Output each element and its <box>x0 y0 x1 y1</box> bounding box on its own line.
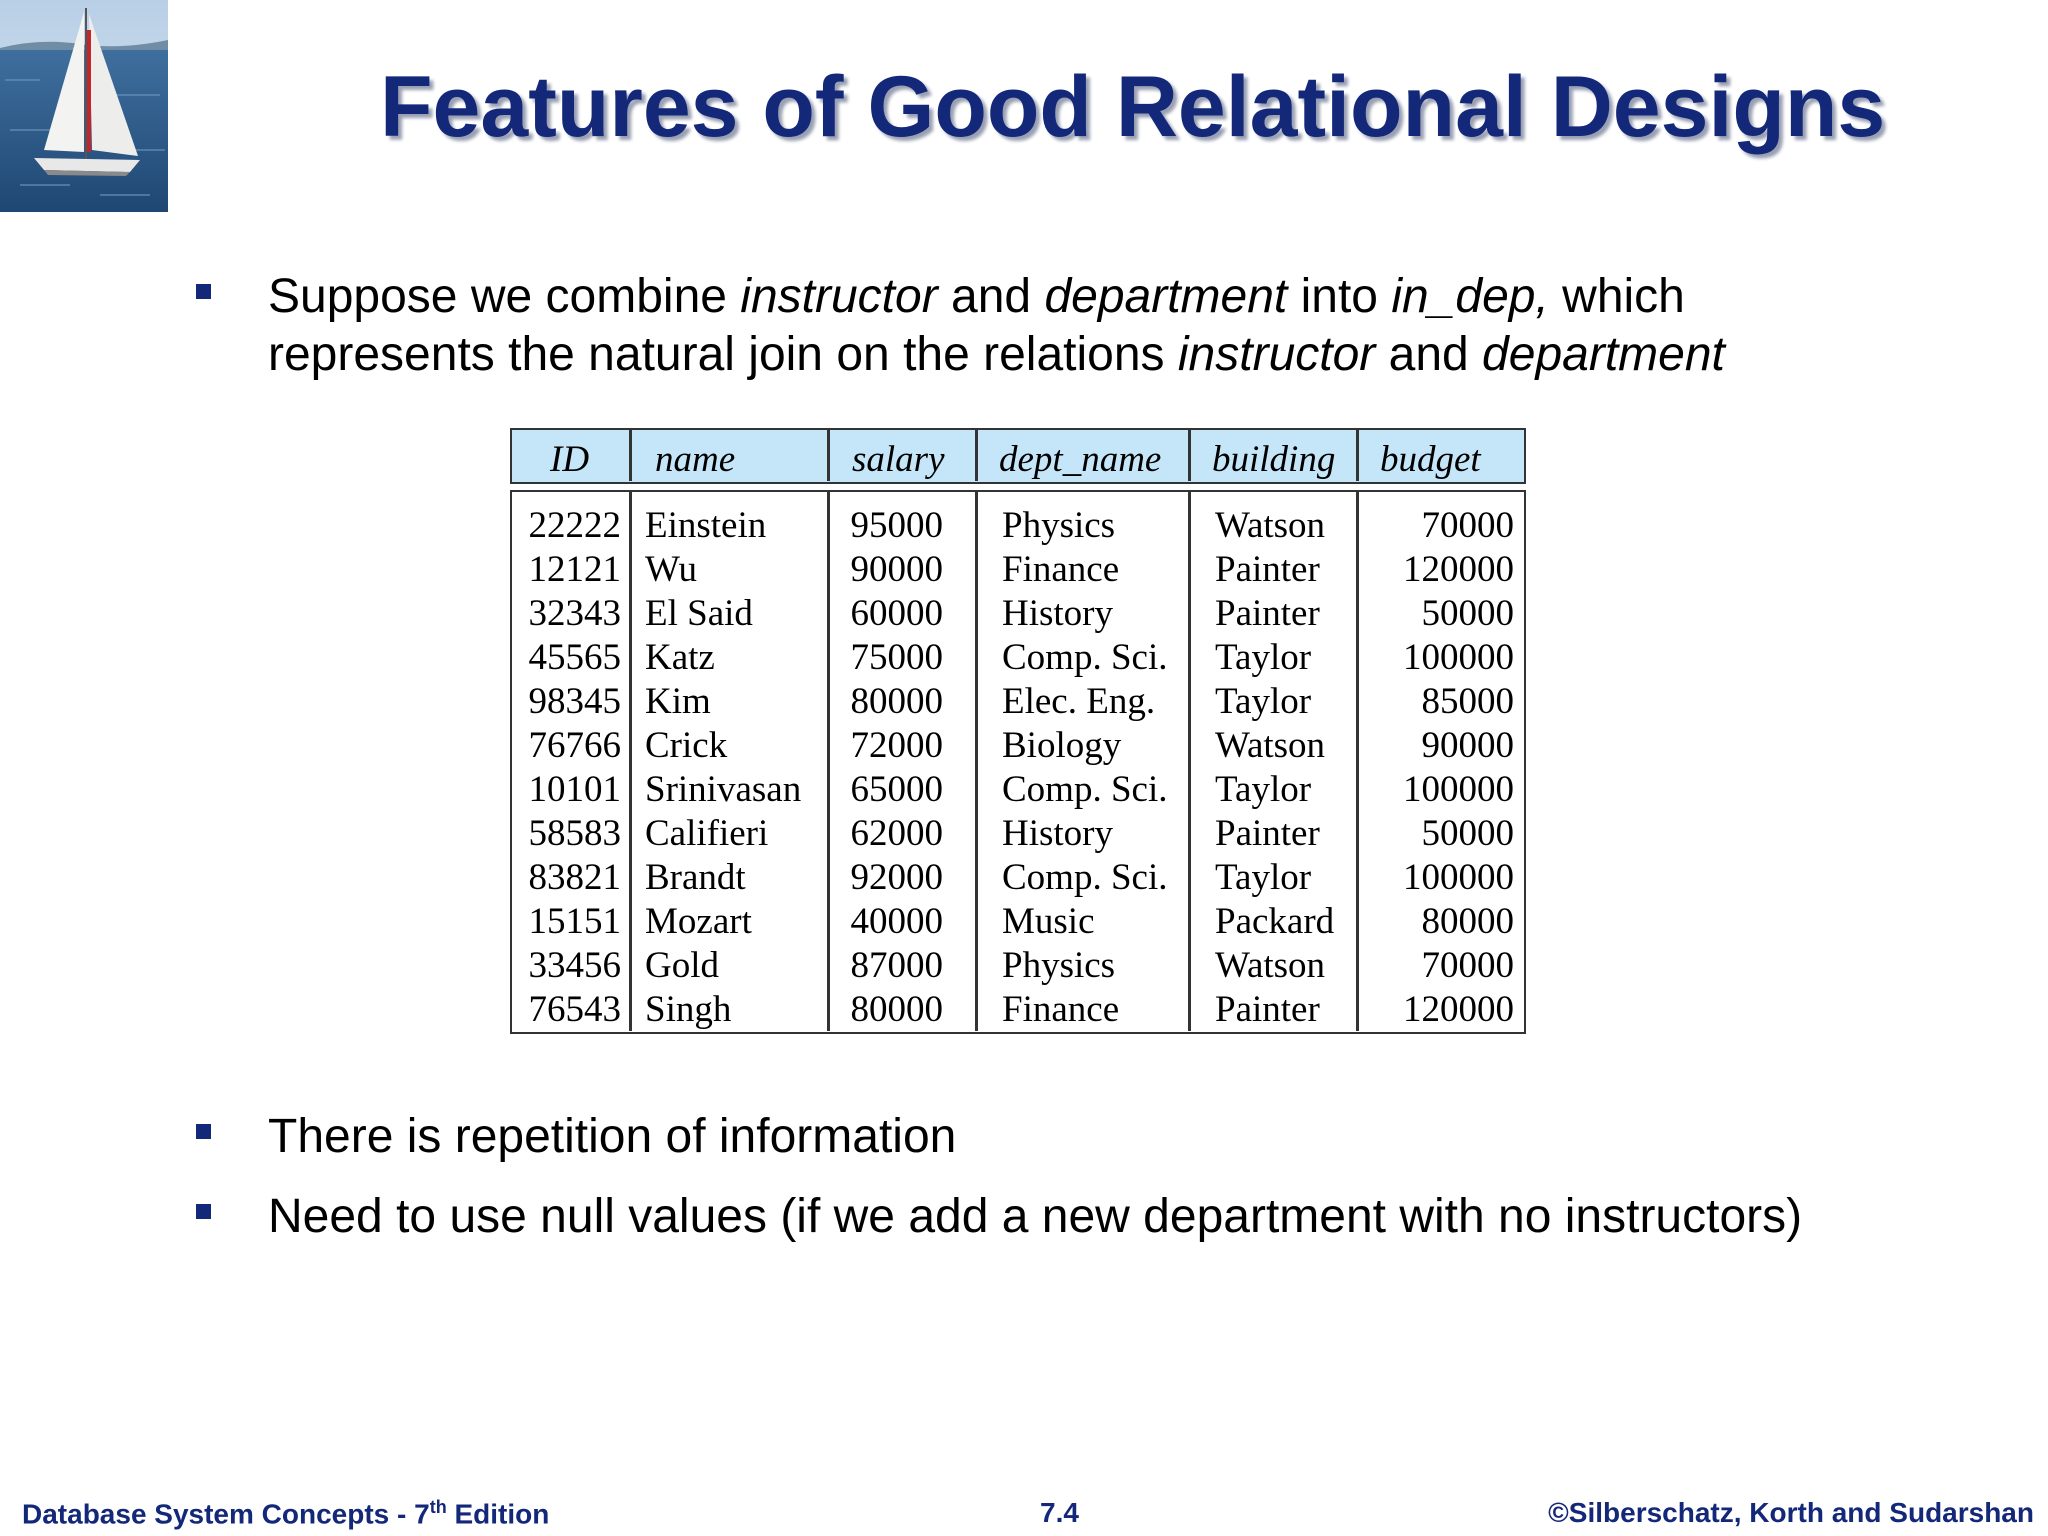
column-divider <box>1188 430 1191 481</box>
bullet-marker-icon <box>196 1204 211 1219</box>
bullet-1-text-seg: department <box>1482 328 1725 381</box>
bullet-1-text-seg: Suppose we combine <box>268 270 741 323</box>
table-cell: 32343 <box>528 593 621 634</box>
table-cell: 76766 <box>528 725 621 766</box>
table-cell: Taylor <box>1215 681 1312 722</box>
table-cell: 90000 <box>1421 725 1514 766</box>
column-header: dept_name <box>999 439 1162 480</box>
bullet-1-text-seg: and <box>1375 328 1483 381</box>
table-cell: 12121 <box>528 549 621 590</box>
table-cell: 120000 <box>1403 989 1514 1030</box>
bullet-marker-icon <box>196 1124 211 1139</box>
sailboat-logo-icon <box>0 0 168 212</box>
table-cell: 98345 <box>528 681 621 722</box>
column-divider <box>827 430 830 481</box>
table-cell: Brandt <box>645 857 746 898</box>
table-cell: 45565 <box>528 637 621 678</box>
table-cell: 85000 <box>1421 681 1514 722</box>
bullet-1-text-seg: department <box>1044 270 1288 323</box>
table-cell: 80000 <box>1421 901 1514 942</box>
table-cell: 33456 <box>528 945 621 986</box>
bullet-1-text-seg: represents the natural join on the relations <box>268 328 1178 381</box>
table-cell: Elec. Eng. <box>1002 681 1156 722</box>
table-cell: History <box>1002 813 1113 854</box>
table-cell: 100000 <box>1403 857 1514 898</box>
table-header <box>510 428 1526 484</box>
table-cell: Packard <box>1215 901 1335 942</box>
table-cell: Painter <box>1215 989 1320 1030</box>
table-cell: 62000 <box>850 813 943 854</box>
column-divider <box>1356 492 1359 1031</box>
table-cell: 92000 <box>850 857 943 898</box>
slide-title: Features of Good Relational Designs <box>380 59 1886 155</box>
table-cell: Mozart <box>645 901 752 942</box>
bullet-3-text: Need to use null values (if we add a new department with no instructors) <box>268 1190 1803 1243</box>
table-cell: Painter <box>1215 549 1320 590</box>
column-divider <box>827 492 830 1031</box>
table-cell: Painter <box>1215 593 1320 634</box>
table-cell: 70000 <box>1421 945 1514 986</box>
table-cell: Watson <box>1215 505 1326 546</box>
table-cell: Taylor <box>1215 857 1312 898</box>
table-cell: Wu <box>645 549 697 590</box>
table-cell: Biology <box>1002 725 1122 766</box>
table-cell: Comp. Sci. <box>1002 769 1168 810</box>
table-cell: History <box>1002 593 1113 634</box>
table-cell: 15151 <box>528 901 621 942</box>
column-divider <box>1188 492 1191 1031</box>
table-cell: Singh <box>645 989 732 1030</box>
table-cell: 95000 <box>850 505 943 546</box>
table-cell: 60000 <box>850 593 943 634</box>
table-cell: Painter <box>1215 813 1320 854</box>
bullet-1-text-seg: and <box>937 270 1045 323</box>
table-cell: El Said <box>645 593 753 634</box>
footer-copyright: ©Silberschatz, Korth and Sudarshan <box>1548 1497 2034 1528</box>
column-header: ID <box>550 439 590 480</box>
column-divider <box>975 430 978 481</box>
table-cell: 70000 <box>1421 505 1514 546</box>
table-cell: Taylor <box>1215 769 1312 810</box>
bullet-1-text-seg: in_dep, <box>1391 270 1549 323</box>
table-body <box>510 490 1526 1034</box>
table-cell: 58583 <box>528 813 621 854</box>
bullet-1-text-seg: instructor <box>740 270 938 323</box>
table-cell: 80000 <box>850 989 943 1030</box>
column-header: budget <box>1380 439 1481 480</box>
column-divider <box>975 492 978 1031</box>
table-cell: 76543 <box>528 989 621 1030</box>
column-divider <box>1356 430 1359 481</box>
column-divider <box>629 430 632 481</box>
table-cell: Physics <box>1002 505 1116 546</box>
table-cell: 100000 <box>1403 637 1514 678</box>
bullet-1-text-seg: into <box>1287 270 1392 323</box>
table-cell: Watson <box>1215 945 1326 986</box>
table-cell: 87000 <box>850 945 943 986</box>
table-cell: Einstein <box>645 505 767 546</box>
table-cell: 100000 <box>1403 769 1514 810</box>
table-cell: Finance <box>1002 989 1120 1030</box>
table-cell: Califieri <box>645 813 769 854</box>
bullet-marker-icon <box>196 284 211 299</box>
table-cell: Srinivasan <box>645 769 802 810</box>
table-cell: Finance <box>1002 549 1120 590</box>
column-header: name <box>655 439 736 480</box>
table-cell: 80000 <box>850 681 943 722</box>
table-cell: 65000 <box>850 769 943 810</box>
footer-slide-number: 7.4 <box>1040 1497 1079 1528</box>
table-cell: 90000 <box>850 549 943 590</box>
table-cell: Watson <box>1215 725 1326 766</box>
table-cell: Comp. Sci. <box>1002 857 1168 898</box>
table-cell: 75000 <box>850 637 943 678</box>
bullet-2-text: There is repetition of information <box>268 1110 957 1163</box>
footer-book-title-prefix: Database System Concepts - 7 <box>22 1498 430 1530</box>
table-cell: 120000 <box>1403 549 1514 590</box>
table-cell: Katz <box>645 637 715 678</box>
table-cell: 40000 <box>850 901 943 942</box>
table-cell: Comp. Sci. <box>1002 637 1168 678</box>
bullet-1-line-1 <box>268 268 1685 326</box>
bullet-1-text-seg: instructor <box>1177 328 1376 381</box>
table-cell: 83821 <box>528 857 621 898</box>
column-header: salary <box>852 439 945 480</box>
table-cell: Kim <box>645 681 711 722</box>
table-cell: 50000 <box>1421 593 1514 634</box>
table-cell: Physics <box>1002 945 1116 986</box>
table-cell: Taylor <box>1215 637 1312 678</box>
table-cell: Crick <box>645 725 728 766</box>
table-cell: 10101 <box>528 769 621 810</box>
footer-book-title <box>22 1497 549 1530</box>
table-cell: 72000 <box>850 725 943 766</box>
footer-book-title-suffix: Edition <box>446 1498 550 1530</box>
footer-book-title-sup: th <box>429 1497 447 1517</box>
table-cell: Gold <box>645 945 719 986</box>
table-cell: Music <box>1002 901 1095 942</box>
column-divider <box>629 492 632 1031</box>
table-cell: 22222 <box>528 505 621 546</box>
bullet-1-text-seg: which <box>1548 270 1685 323</box>
bullet-1-line-2 <box>268 326 1725 384</box>
column-header: building <box>1212 439 1336 480</box>
table-cell: 50000 <box>1421 813 1514 854</box>
